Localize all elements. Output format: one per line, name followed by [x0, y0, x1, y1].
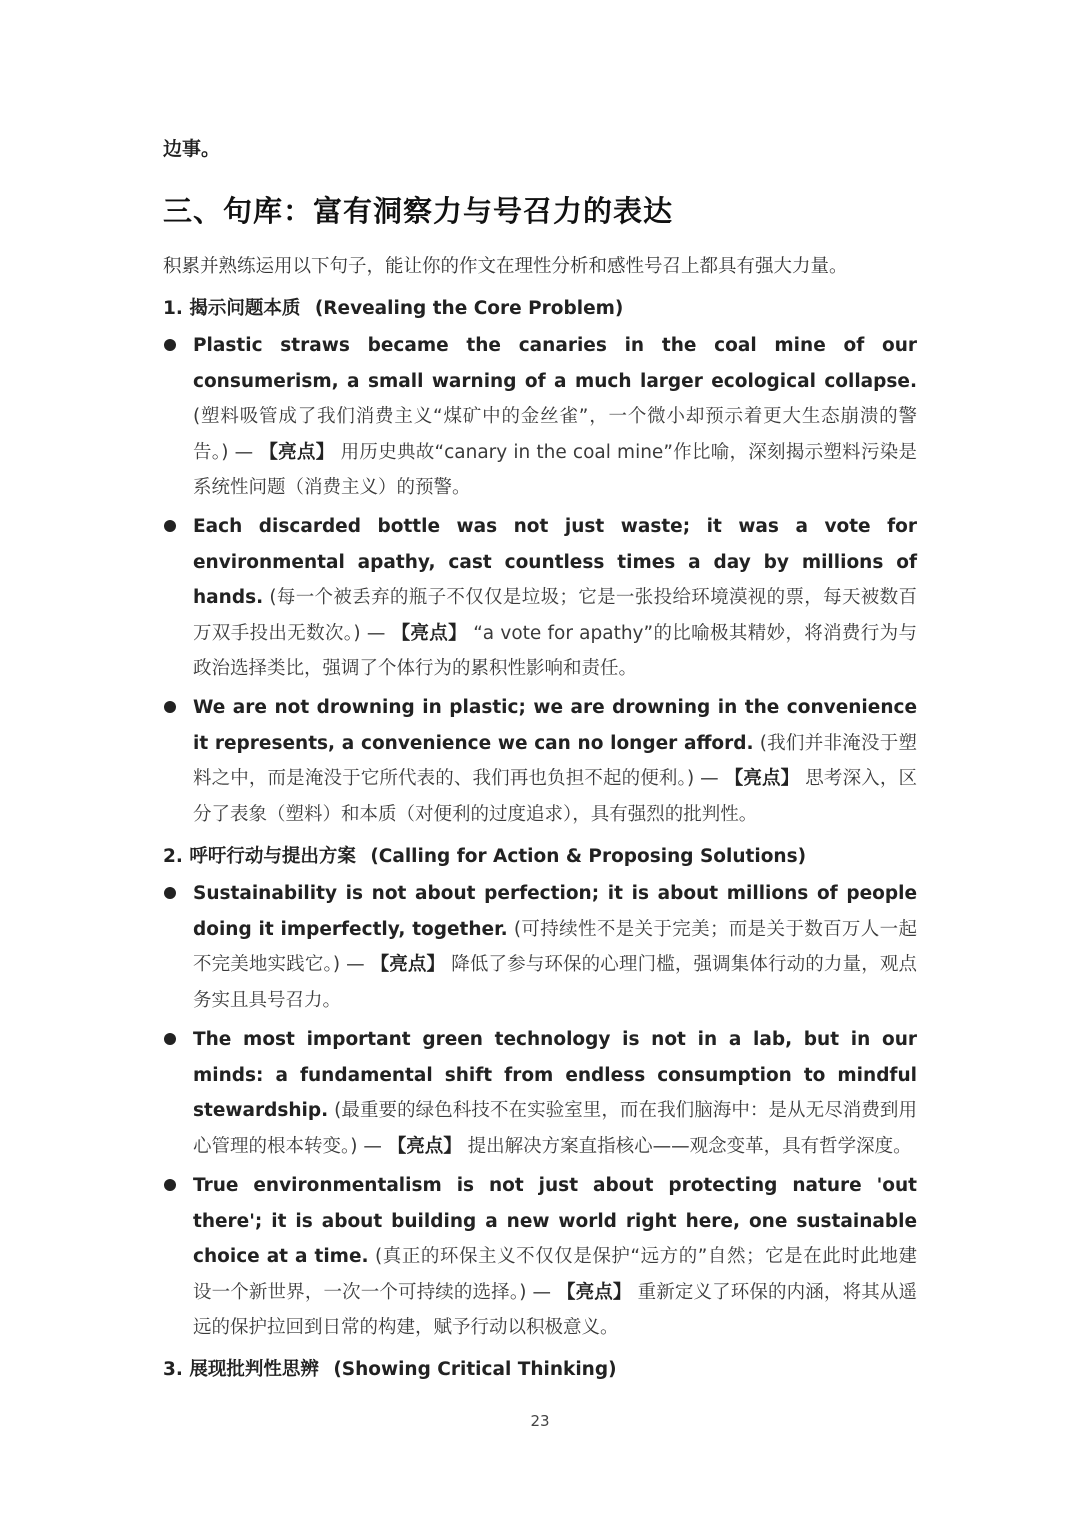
- sentence-zh: (塑料吸管成了我们消费主义“煤矿中的金丝雀”，一个微小却预示着更大生态崩溃的警告。) —: [193, 406, 917, 463]
- category-title-en: (Showing Critical Thinking): [333, 1359, 617, 1380]
- highlight-tag: 【亮点】: [391, 622, 467, 644]
- sentence-en: Sustainability is not about perfection; it is about millions of people doing it imperfectly, together.: [193, 883, 917, 940]
- sentence-en: Each discarded bottle was not just waste; it was a vote for environmental apathy, cast countless times a day by millions of hands.: [193, 516, 917, 608]
- highlight-note: 提出解决方案直指核心——观念变革，具有哲学深度。: [467, 1135, 912, 1157]
- sentence-en: The most important green technology is not in a lab, but in our minds: a fundamental shift from endless consumption to mindful stewardship.: [193, 1029, 917, 1121]
- sentence-en: Plastic straws became the canaries in the coal mine of our consumerism, a small warning of a much larger ecological collapse.: [193, 335, 917, 392]
- category-heading: [163, 294, 623, 320]
- category-title-zh: 揭示问题本质: [189, 298, 301, 319]
- sentence-item: [193, 690, 917, 832]
- highlight-tag: 【亮点】: [724, 768, 800, 789]
- sentence-en: We are not drowning in plastic; we are drowning in the convenience it represents, a convenience we can no longer afford.: [193, 697, 917, 754]
- category-heading: [163, 1355, 617, 1381]
- highlight-note: 思考深入，区分了表象（塑料）和本质（对便利的过度追求），具有强烈的批判性。: [193, 768, 917, 825]
- sentence-item: [193, 328, 917, 506]
- previous-page-tail: 边事。: [163, 138, 221, 160]
- highlight-note: 用历史典故“canary in the coal mine”作比喻，深刻揭示塑料污染是系统性问题（消费主义）的预警。: [193, 441, 917, 498]
- highlight-tag: 【亮点】: [556, 1281, 632, 1303]
- highlight-note: 重新定义了环保的内涵，将其从遥远的保护拉回到日常的构建，赋予行动以积极意义。: [193, 1281, 917, 1338]
- category-heading: [163, 842, 806, 868]
- sentence-zh: (我们并非淹没于塑料之中，而是淹没于它所代表的、我们再也负担不起的便利。) —: [193, 732, 918, 789]
- section-title: 三、句库：富有洞察力与号召力的表达: [163, 194, 674, 228]
- category-number: 2.: [163, 846, 183, 867]
- highlight-note: 降低了参与环保的心理门槛，强调集体行动的力量，观点务实且具号召力。: [193, 954, 917, 1011]
- category-title-zh: 呼吁行动与提出方案: [189, 846, 356, 867]
- highlight-tag: 【亮点】: [370, 954, 446, 975]
- highlight-tag: 【亮点】: [387, 1135, 462, 1157]
- sentence-item: [193, 1022, 917, 1164]
- sentence-item: [193, 876, 917, 1018]
- intro-paragraph: 积累并熟练运用以下句子，能让你的作文在理性分析和感性号召上都具有强大力量。: [163, 256, 848, 277]
- sentence-en: True environmentalism is not just about protecting nature 'out there'; it is about building a new world right here, one sustainable choice at a time.: [193, 1175, 917, 1267]
- sentence-item: [193, 1168, 917, 1346]
- highlight-note: “a vote for apathy”的比喻极其精妙，将消费行为与政治选择类比，强调了个体行为的累积性影响和责任。: [193, 622, 917, 679]
- sentence-item: [193, 509, 917, 687]
- sentence-zh: (每一个被丢弃的瓶子不仅仅是垃圾；它是一张投给环境漠视的票，每天被数百万双手投出无数次。) —: [193, 587, 917, 644]
- category-number: 3.: [163, 1359, 183, 1380]
- highlight-tag: 【亮点】: [259, 441, 335, 463]
- sentence-zh: (最重要的绿色科技不在实验室里，而在我们脑海中：是从无尽消费到用心管理的根本转变。) —: [193, 1100, 917, 1157]
- category-title-en: (Revealing the Core Problem): [314, 298, 624, 319]
- page-number: 23: [530, 1412, 550, 1430]
- sentence-zh: (可持续性不是关于完美；而是关于数百万人一起不完美地实践它。) —: [193, 918, 917, 975]
- category-title-zh: 展现批判性思辨: [189, 1359, 319, 1380]
- sentence-zh: (真正的环保主义不仅仅是保护“远方的”自然；它是在此时此地建设一个新世界，一次一个可持续的选择。) —: [193, 1246, 917, 1303]
- category-title-en: (Calling for Action & Proposing Solutions): [370, 846, 807, 867]
- category-number: 1.: [163, 298, 183, 319]
